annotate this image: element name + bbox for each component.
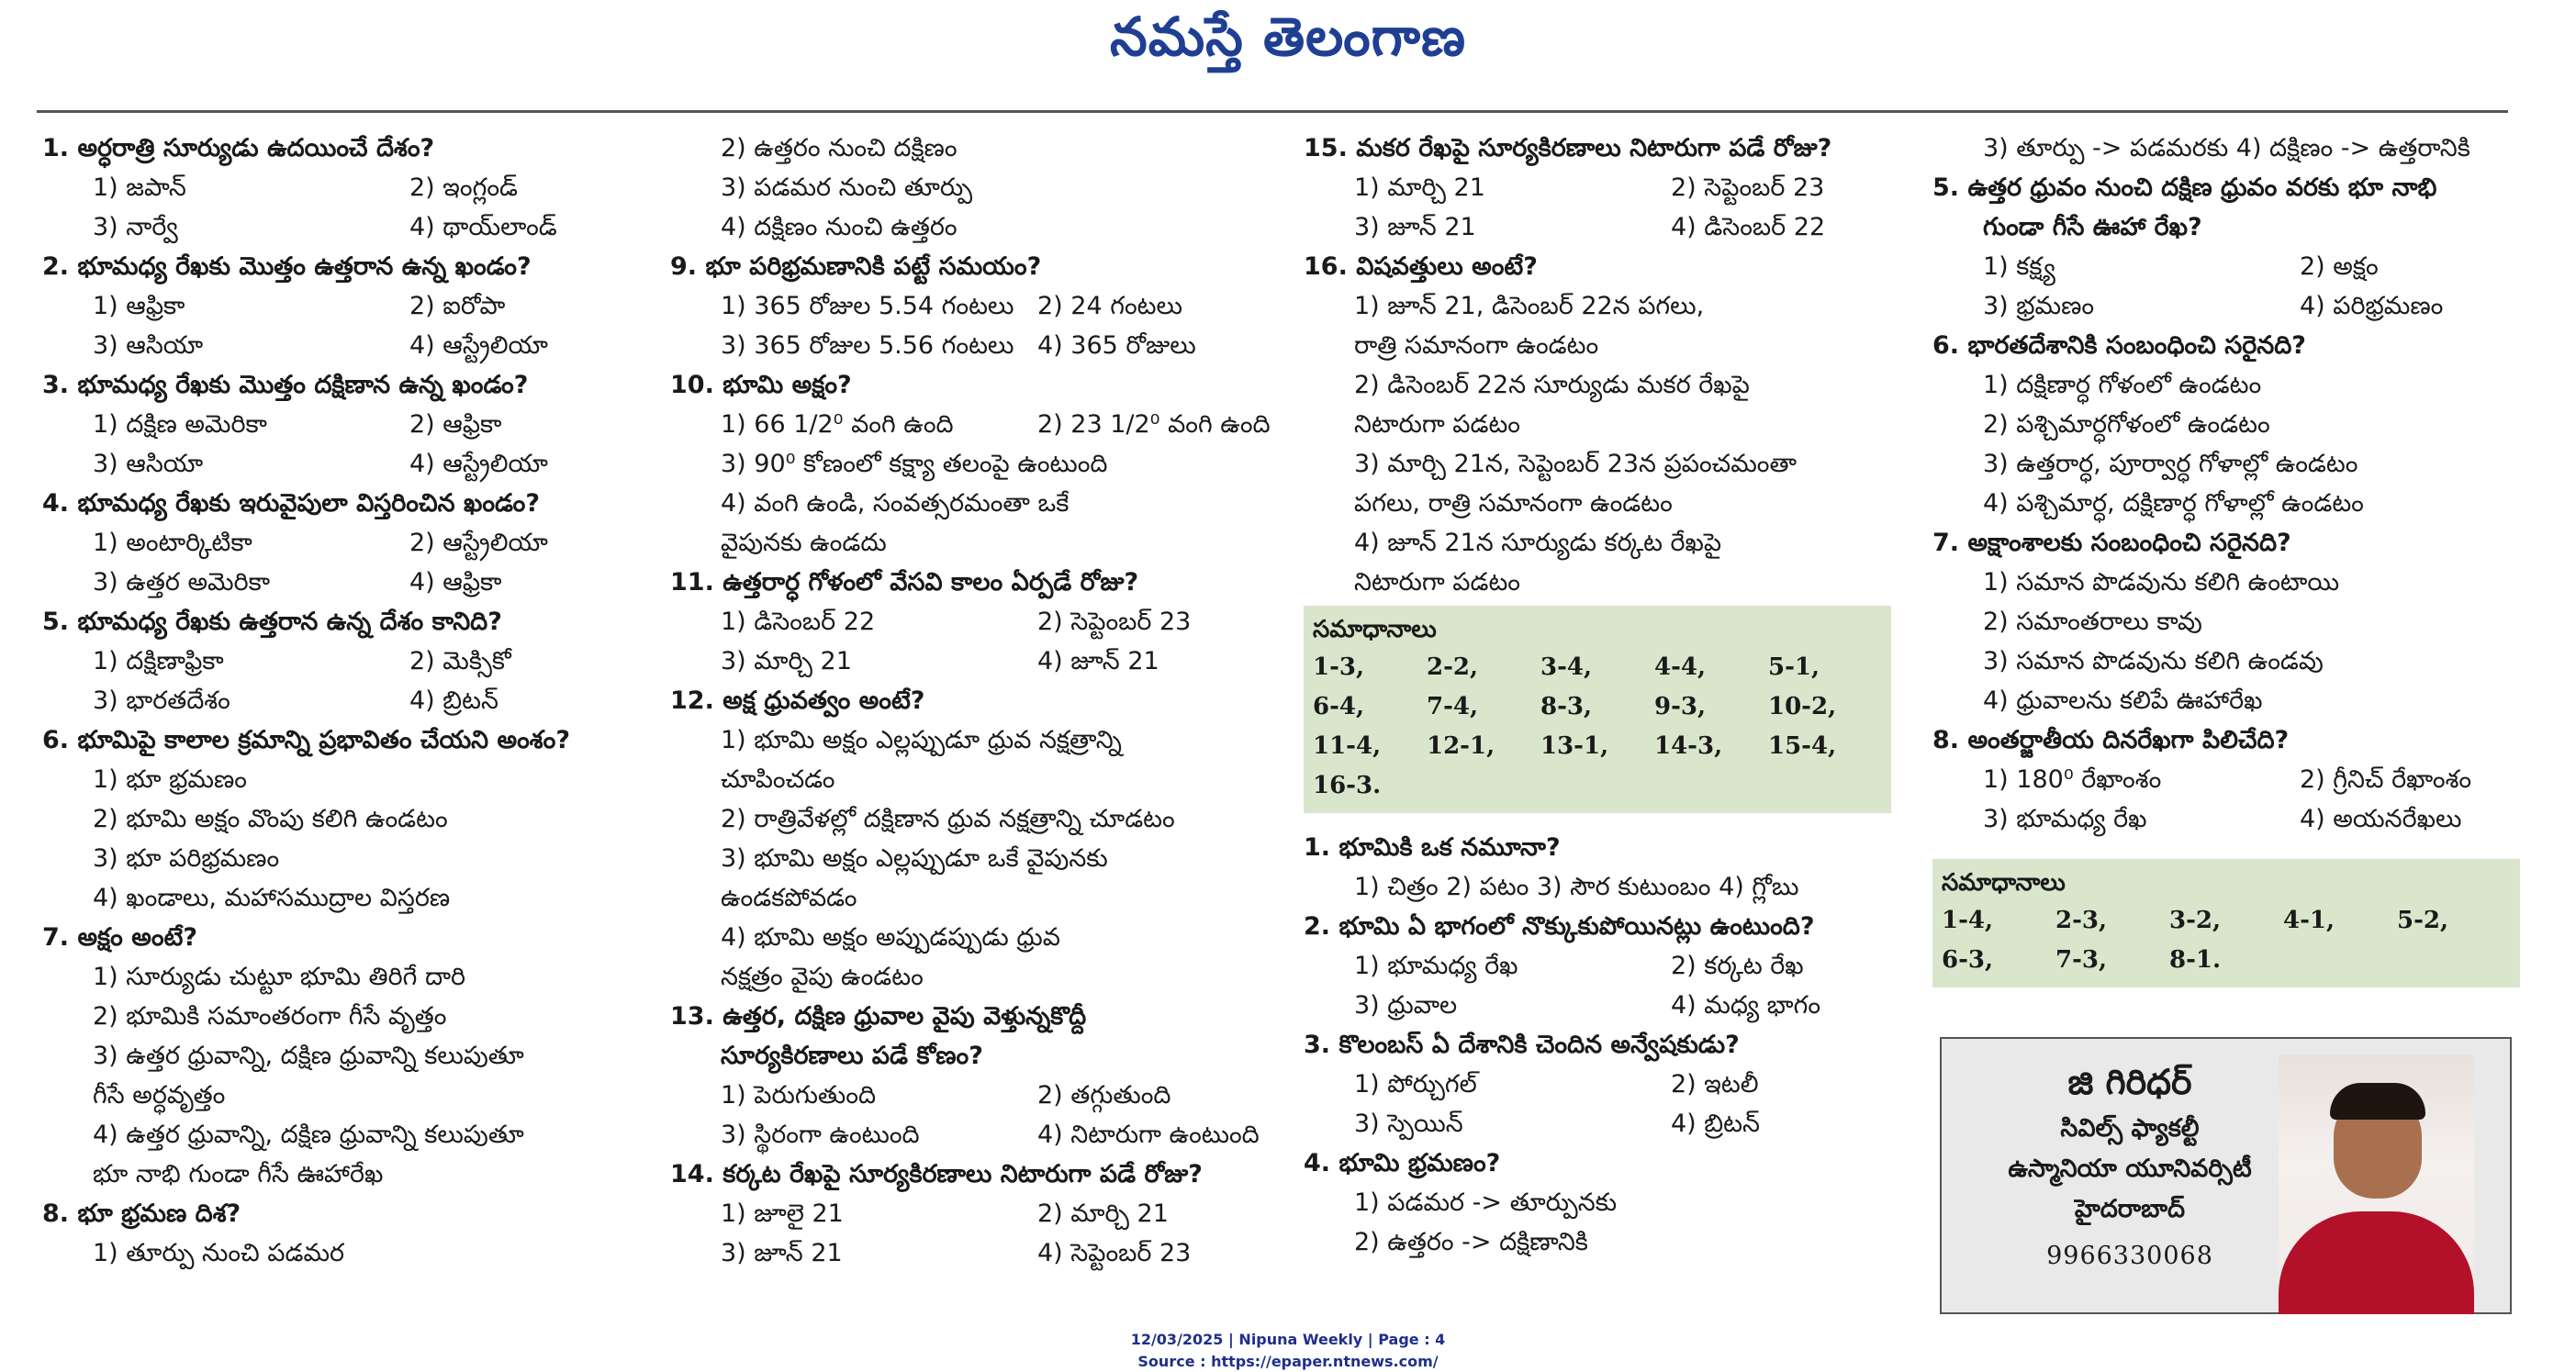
masthead-title: నమస్తే తెలంగాణ: [1110, 6, 1466, 68]
option: 3) నార్వే: [93, 213, 178, 241]
option: 4) థాయ్‌లాండ్: [409, 213, 557, 241]
question: 6. భూమిపై కాలాల క్రమాన్ని ప్రభావితం చేయని అంశం?: [42, 726, 571, 754]
option: 4) ఖండాలు, మహాసముద్రాల విస్తరణ: [93, 884, 451, 912]
question-continued: గుండా గీసే ఊహా రేఖ?: [1983, 213, 2202, 241]
answer-item: 13-1,: [1540, 732, 1609, 760]
answer-item: 1-4,: [1942, 907, 1994, 934]
answer-item: 7-3,: [2055, 946, 2108, 974]
answer-item: 3-2,: [2169, 907, 2222, 934]
option: 3) ఉత్తర అమెరికా: [93, 568, 271, 597]
option: 2) గ్రీనిచ్ రేఖాంశం: [2300, 765, 2472, 794]
option-pair: [42, 641, 648, 681]
option-pair: [670, 1115, 1285, 1154]
option: 2) మార్చి 21: [1037, 1199, 1169, 1228]
option: 2) పశ్చిమార్ధగోళంలో ఉండటం: [1983, 410, 2270, 439]
option: 1) పడమర -> తూర్పునకు: [1354, 1188, 1618, 1217]
option-pair: [42, 207, 648, 247]
answers-title: సమాధానాలు: [1313, 616, 1437, 643]
question: 5. భూమధ్య రేఖకు ఉత్తరాన ఉన్న దేశం కానిది?: [42, 608, 502, 636]
answer-item: 6-4,: [1313, 693, 1365, 720]
question: 8. అంతర్జాతీయ దినరేఖగా పిలిచేది?: [1932, 726, 2290, 754]
question-continued: సూర్యకిరణాలు పడే కోణం?: [721, 1042, 983, 1070]
option-pair: [670, 602, 1285, 641]
option-pair: [42, 523, 648, 563]
option: పగలు, రాత్రి సమానంగా ఉండటం: [1354, 489, 1673, 518]
answer-item: 6-3,: [1942, 946, 1994, 974]
option-pair: [42, 563, 648, 602]
option: 1) కక్ష్య: [1983, 252, 2055, 281]
option-pair: [1304, 986, 1891, 1025]
option-pair: [670, 405, 1285, 444]
option: 3) ధ్రువాల: [1354, 991, 1458, 1020]
option: 3) సమాన పొడవును కలిగి ఉండవు: [1983, 647, 2324, 675]
option: 1) దక్షిణ అమెరికా: [93, 410, 267, 439]
option: 2) కర్కట రేఖ: [1671, 952, 1804, 980]
option-pair: [1932, 247, 2520, 286]
option: 3) జూన్ 21: [721, 1239, 843, 1267]
option-pair: [1304, 1065, 1891, 1104]
option: 3) స్పెయిన్: [1354, 1110, 1463, 1138]
option: 2) సెప్టెంబర్ 23: [1671, 173, 1825, 202]
option: నిటారుగా పడటం: [1354, 410, 1520, 439]
option-pair: [670, 641, 1285, 681]
option: 3) భూమి అక్షం ఎల్లప్పుడూ ఒకే వైపునకు: [721, 844, 1108, 873]
option-pair: [1932, 286, 2520, 326]
question: 8. భూ భ్రమణ దిశ?: [42, 1199, 241, 1228]
option: 2) 23 1/2⁰ వంగి ఉంది: [1037, 410, 1271, 439]
question: 7. అక్షం అంటే?: [42, 923, 198, 952]
option: 2) ఆఫ్రికా: [409, 410, 502, 439]
option: 1) చిత్రం 2) పటం 3) సౌర కుటుంబం 4) గ్లోబు: [1354, 873, 1799, 901]
answer-item: 7-4,: [1427, 693, 1479, 720]
option-pair: [1304, 168, 1891, 207]
option: 2) భూమి అక్షం వొంపు కలిగి ఉండటం: [93, 805, 448, 833]
top-rule: [37, 110, 2508, 113]
option: 4) బ్రిటన్: [409, 686, 498, 715]
option: 4) భూమి అక్షం అప్పుడప్పుడు ధ్రువ: [721, 923, 1060, 952]
masthead: [0, 0, 2576, 110]
option-pair: [670, 326, 1285, 365]
answers-box-1: [1304, 606, 1891, 813]
option-pair: [42, 444, 648, 484]
column-3-bottom: [1304, 828, 1891, 1262]
option: 4) ఆస్ట్రేలియా: [409, 450, 548, 478]
option: వైపునకు ఉండదు: [721, 529, 887, 557]
option: 3) జూన్ 21: [1354, 213, 1476, 241]
option: 1) అంటార్కిటికా: [93, 529, 252, 557]
author-photo: [2279, 1055, 2474, 1314]
column-1: [42, 128, 648, 1273]
answers-box-2: [1932, 859, 2520, 987]
answer-item: 8-1.: [2169, 946, 2222, 974]
question: 15. మకర రేఖపై సూర్యకిరణాలు నిటారుగా పడే రోజు?: [1304, 134, 1832, 162]
column-4: [1932, 128, 2520, 991]
footer-source: Source : https://epaper.ntnews.com/: [1137, 1353, 1439, 1370]
option: 2) సమాంతరాలు కావు: [1983, 608, 2202, 636]
option: 4) సెప్టెంబర్ 23: [1037, 1239, 1192, 1267]
option: 1) మార్చి 21: [1354, 173, 1485, 202]
option-pair: [1932, 760, 2520, 799]
answer-item: 14-3,: [1654, 732, 1723, 760]
option: 4) పరిభ్రమణం: [2300, 292, 2444, 320]
option-pair: [42, 681, 648, 720]
option: 2) ఐరోపా: [409, 292, 506, 320]
question: 14. కర్కట రేఖపై సూర్యకిరణాలు నిటారుగా పడే రోజు?: [670, 1160, 1203, 1188]
answers-grid: [1942, 901, 2511, 980]
option-pair: [1304, 1104, 1891, 1143]
option: 1) జూన్ 21, డిసెంబర్ 22న పగలు,: [1354, 292, 1705, 320]
option: రాత్రి సమానంగా ఉండటం: [1354, 331, 1599, 360]
column-3: [1304, 128, 1891, 1262]
question: 4. భూమి భ్రమణం?: [1304, 1149, 1501, 1177]
option: భూ నాభి గుండా గీసే ఊహారేఖ: [93, 1160, 384, 1188]
option: చూపించడం: [721, 765, 835, 794]
answer-item: 15-4,: [1768, 732, 1837, 760]
option: 1) పోర్చుగల్: [1354, 1070, 1477, 1099]
answer-item: 4-4,: [1654, 653, 1707, 681]
question: 4. భూమధ్య రేఖకు ఇరువైపులా విస్తరించిన ఖండం?: [42, 489, 540, 518]
author-profile: [1940, 1037, 2512, 1314]
question: 7. అక్షాంశాలకు సంబంధించి సరైనది?: [1932, 529, 2291, 557]
question: 3. భూమధ్య రేఖకు మొత్తం దక్షిణాన ఉన్న ఖండం?: [42, 371, 529, 399]
option: 4) నిటారుగా ఉంటుంది: [1037, 1121, 1260, 1149]
option: 4) బ్రిటన్: [1671, 1110, 1760, 1138]
answer-item: 8-3,: [1540, 693, 1593, 720]
option: 1) 180⁰ రేఖాంశం: [1983, 765, 2162, 794]
author-university: ఉస్మానియా యూనివర్సిటీ: [2008, 1154, 2252, 1183]
option: 4) అయనరేఖలు: [2300, 805, 2462, 833]
column-4-list: [1932, 128, 2520, 839]
option-pair: [42, 326, 648, 365]
author-city: హైదరాబాద్: [2074, 1195, 2186, 1223]
option: నిటారుగా పడటం: [1354, 568, 1520, 597]
option: నక్షత్రం వైపు ఉండటం: [721, 963, 924, 991]
author-role: సివిల్స్ ఫ్యాకల్టీ: [2060, 1114, 2200, 1143]
answers-title: సమాధానాలు: [1942, 869, 2066, 897]
option: 2) ఆస్ట్రేలియా: [409, 529, 548, 557]
column-3-top: [1304, 128, 1891, 602]
question: 16. విషవత్తులు అంటే?: [1304, 252, 1538, 281]
option: 2) సెప్టెంబర్ 23: [1037, 608, 1192, 636]
option: 1) తూర్పు నుంచి పడమర: [93, 1239, 345, 1267]
column-2: [670, 128, 1285, 1273]
question: 13. ఉత్తర, దక్షిణ ధ్రువాల వైపు వెళ్తున్నకొద్దీ: [670, 1002, 1087, 1031]
option: 4) డిసెంబర్ 22: [1671, 213, 1826, 241]
answer-item: 9-3,: [1654, 693, 1707, 720]
photo-shirt: [2279, 1211, 2474, 1314]
option: 4) దక్షిణం నుంచి ఉత్తరం: [721, 213, 958, 241]
photo-hair: [2330, 1083, 2425, 1120]
option: 4) ఆస్ట్రేలియా: [409, 331, 548, 360]
answer-item: 1-3,: [1313, 653, 1365, 681]
option: 1) భూ భ్రమణం: [93, 765, 247, 794]
option: 3) భారతదేశం: [93, 686, 230, 715]
answer-item: 12-1,: [1427, 732, 1495, 760]
option: 2) ఇటలీ: [1671, 1070, 1759, 1099]
question: 1. అర్ధరాత్రి సూర్యుడు ఉదయించే దేశం?: [42, 134, 435, 162]
answer-item: 2-3,: [2055, 907, 2108, 934]
option: 2) అక్షం: [2300, 252, 2379, 281]
option: 4) ఆఫ్రికా: [409, 568, 502, 597]
question: 10. భూమి అక్షం?: [670, 371, 852, 399]
author-phone: 9966330068: [2046, 1242, 2213, 1270]
answer-item: 2-2,: [1427, 653, 1479, 681]
option: 1) 66 1/2⁰ వంగి ఉంది: [721, 410, 954, 439]
question: 6. భారతదేశానికి సంబంధించి సరైనది?: [1932, 331, 2306, 360]
option-pair: [670, 1233, 1285, 1273]
option: 2) ఇంగ్లండ్: [409, 173, 518, 202]
question: 5. ఉత్తర ధ్రువం నుంచి దక్షిణ ధ్రువం వరకు భూ నాభి: [1932, 173, 2437, 202]
option-pair: [42, 286, 648, 326]
option: 3) పడమర నుంచి తూర్పు: [721, 173, 973, 202]
option: 1) 365 రోజుల 5.54 గంటలు: [721, 292, 1014, 320]
option: 1) సూర్యుడు చుట్టూ భూమి తిరిగే దారి: [93, 963, 466, 991]
option: 4) 365 రోజులు: [1037, 331, 1196, 360]
option-pair: [670, 1076, 1285, 1115]
option: 2) మెక్సికో: [409, 647, 511, 675]
option: ఉండకపోవడం: [721, 884, 857, 912]
option: 4) జూన్ 21: [1037, 647, 1159, 675]
question: 3. కొలంబస్ ఏ దేశానికి చెందిన అన్వేషకుడు?: [1304, 1031, 1740, 1059]
option-pair: [670, 286, 1285, 326]
option: 1) జూలై 21: [721, 1199, 844, 1228]
option-pair: [1932, 799, 2520, 839]
page-footer: [0, 1329, 2576, 1372]
question: 12. అక్ష ధ్రువత్వం అంటే?: [670, 686, 925, 715]
option: 1) ఆఫ్రికా: [93, 292, 185, 320]
answer-item: 4-1,: [2283, 907, 2335, 934]
question: 2. భూమి ఏ భాగంలో నొక్కుకుపోయినట్లు ఉంటుంది?: [1304, 912, 1815, 941]
option: 3) భ్రమణం: [1983, 292, 2095, 320]
option: 1) జపాన్: [93, 173, 186, 202]
option: 2) 24 గంటలు: [1037, 292, 1182, 320]
option: 4) ధ్రువాలను కలిపే ఊహారేఖ: [1983, 686, 2263, 715]
option: 3) భూ పరిభ్రమణం: [93, 844, 280, 873]
option: 3) భూమధ్య రేఖ: [1983, 805, 2147, 833]
option: 4) మధ్య భాగం: [1671, 991, 1821, 1020]
option: 3) మార్చి 21: [721, 647, 852, 675]
option: 1) పెరుగుతుంది: [721, 1081, 877, 1110]
option: 4) వంగి ఉండి, సంవత్సరమంతా ఒకే: [721, 489, 1070, 518]
answer-item: 3-4,: [1540, 653, 1593, 681]
option: 3) తూర్పు -> పడమరకు 4) దక్షిణం -> ఉత్తరానికి: [1983, 134, 2470, 162]
answer-item: 16-3.: [1313, 772, 1382, 799]
answers-grid: [1313, 648, 1882, 806]
option: 1) సమాన పొడవును కలిగి ఉంటాయి: [1983, 568, 2340, 597]
option: 1) దక్షిణార్ధ గోళంలో ఉండటం: [1983, 371, 2262, 399]
option: 2) ఉత్తరం నుంచి దక్షిణం: [721, 134, 958, 162]
option: 3) 90⁰ కోణంలో కక్ష్యా తలంపై ఉంటుంది: [721, 450, 1108, 478]
option: 4) జూన్ 21న సూర్యుడు కర్కట రేఖపై: [1354, 529, 1722, 557]
option-pair: [1304, 207, 1891, 247]
option: 1) దక్షిణాఫ్రికా: [93, 647, 224, 675]
option: 3) ఆసియా: [93, 331, 204, 360]
option: 1) భూమి అక్షం ఎల్లప్పుడూ ధ్రువ నక్షత్రాన్ని: [721, 726, 1122, 754]
option: 1) డిసెంబర్ 22: [721, 608, 876, 636]
option: గీసే అర్ధవృత్తం: [93, 1081, 226, 1110]
answer-item: 11-4,: [1313, 732, 1382, 760]
answer-item: 5-1,: [1768, 653, 1820, 681]
question: 2. భూమధ్య రేఖకు మొత్తం ఉత్తరాన ఉన్న ఖండం?: [42, 252, 532, 281]
footer-issue: 12/03/2025 | Nipuna Weekly | Page : 4: [1130, 1331, 1446, 1348]
option: 3) ఆసియా: [93, 450, 204, 478]
option: 3) స్థిరంగా ఉంటుంది: [721, 1121, 920, 1149]
option: 1) భూమధ్య రేఖ: [1354, 952, 1518, 980]
author-name: జి గిరిధర్: [2067, 1061, 2192, 1102]
option: 2) ఉత్తరం -> దక్షిణానికి: [1354, 1228, 1588, 1256]
option: 3) మార్చి 21న, సెప్టెంబర్ 23న ప్రపంచమంతా: [1354, 450, 1797, 478]
option: 3) ఉత్తరార్ధ, పూర్వార్ధ గోళాల్లో ఉండటం: [1983, 450, 2358, 478]
option: 4) ఉత్తర ధ్రువాన్ని, దక్షిణ ధ్రువాన్ని కలుపుతూ: [93, 1121, 524, 1149]
option-pair: [42, 405, 648, 444]
option: 2) భూమికి సమాంతరంగా గీసే వృత్తం: [93, 1002, 447, 1031]
option: 3) 365 రోజుల 5.56 గంటలు: [721, 331, 1014, 360]
option-pair: [1304, 946, 1891, 986]
question: 11. ఉత్తరార్ధ గోళంలో వేసవి కాలం ఏర్పడే రోజు?: [670, 568, 1139, 597]
question: 9. భూ పరిభ్రమణానికి పట్టే సమయం?: [670, 252, 1042, 281]
option-pair: [42, 168, 648, 207]
option: 2) తగ్గుతుంది: [1037, 1081, 1171, 1110]
answer-item: 10-2,: [1768, 693, 1837, 720]
option: 2) రాత్రివేళల్లో దక్షిణాన ధ్రువ నక్షత్రాన్ని చూడటం: [721, 805, 1175, 833]
question: 1. భూమికి ఒక నమూనా?: [1304, 833, 1561, 862]
option: 3) ఉత్తర ధ్రువాన్ని, దక్షిణ ధ్రువాన్ని కలుపుతూ: [93, 1042, 524, 1070]
answer-item: 5-2,: [2397, 907, 2449, 934]
option: 4) పశ్చిమార్ధ, దక్షిణార్ధ గోళాల్లో ఉండటం: [1983, 489, 2364, 518]
option-pair: [670, 1194, 1285, 1233]
option: 2) డిసెంబర్ 22న సూర్యుడు మకర రేఖపై: [1354, 371, 1750, 399]
author-info: [1960, 1055, 2300, 1283]
